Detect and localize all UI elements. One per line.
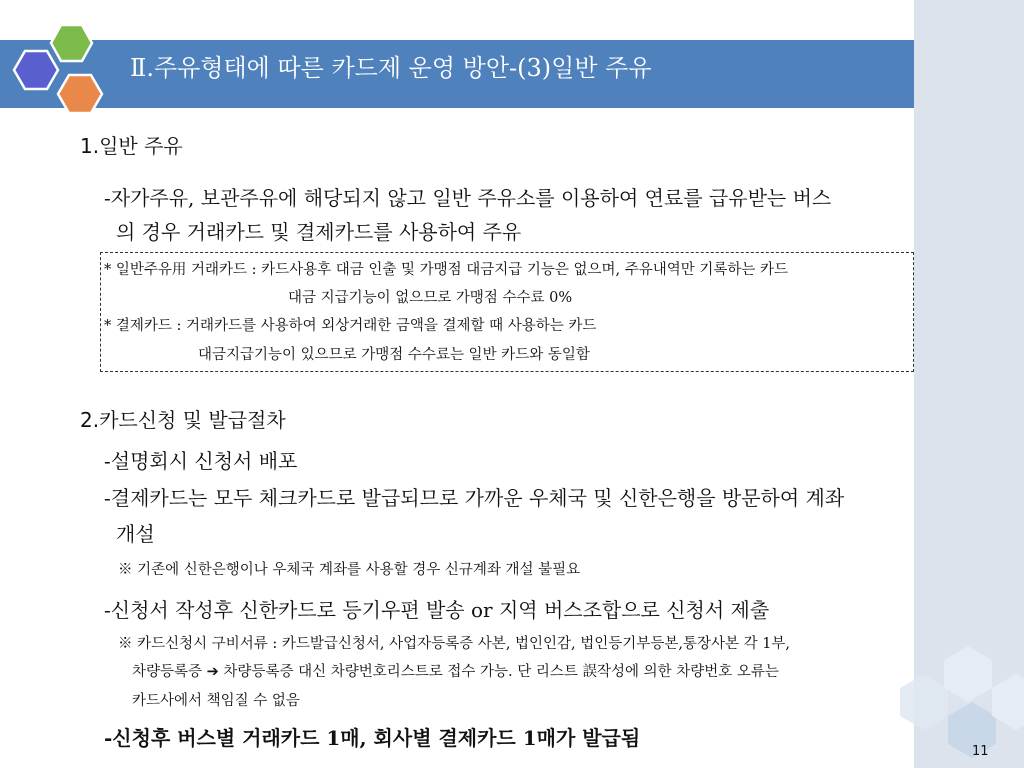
- section1-desc-line2: 의 경우 거래카드 및 결제카드를 사용하여 주유: [116, 220, 522, 244]
- logo-hexagons: [8, 20, 118, 124]
- note2-sub: 대금지급기능이 있으므로 가맹점 수수료는 일반 카드와 동일함: [198, 347, 590, 363]
- arrow-right-icon: ➔: [206, 664, 219, 680]
- note-doc-a: 차량등록증: [132, 664, 203, 680]
- note1: * 일반주유用 거래카드 : 카드사용후 대금 인출 및 가맹점 대금지급 기능은 없으며, 주유내역만 기록하는 카드: [104, 262, 789, 278]
- note1-sub: 대금 지급기능이 없으므로 가맹점 수수료 0%: [288, 290, 573, 306]
- section2-item2-line1: -결제카드는 모두 체크카드로 발급되므로 가까운 우체국 및 신한은행을 방문하여 계좌: [104, 486, 845, 510]
- slide-title: Ⅱ.주유형태에 따른 카드제 운영 방안-(3)일반 주유: [130, 54, 652, 82]
- section2-item3-note-line3: 카드사에서 책임질 수 없음: [132, 693, 300, 709]
- section1-heading: [80, 130, 183, 159]
- decorative-hexagons: [860, 620, 1024, 768]
- section1-number: 1.: [80, 134, 100, 158]
- section2-item3-note-line2: [132, 660, 779, 681]
- section2-number: 2.: [80, 408, 100, 432]
- section2-item1: -설명회시 신청서 배포: [104, 449, 298, 473]
- section2-item3: -신청서 작성후 신한카드로 등기우편 발송 or 지역 버스조합으로 신청서 제출: [104, 598, 770, 622]
- section2-item3-note-line1: ※ 카드신청시 구비서류 : 카드발급신청서, 사업자등록증 사본, 법인인감, 법인등기부등본,통장사본 각 1부,: [118, 636, 791, 652]
- section2-heading: [80, 404, 286, 433]
- section2-title: 카드신청 및 발급절차: [99, 408, 286, 432]
- section1-desc-line1: -자가주유, 보관주유에 해당되지 않고 일반 주유소를 이용하여 연료를 급유받는 버스: [104, 186, 832, 210]
- note-doc-b: 차량등록증 대신 차량번호리스트로 접수 가능. 단 리스트 誤작성에 의한 차량번호 오류는: [223, 664, 779, 680]
- section2-item2-line2: 개설: [116, 522, 155, 546]
- note2: * 결제카드 : 거래카드를 사용하여 외상거래한 금액을 결제할 때 사용하는 카드: [104, 318, 597, 334]
- section1-title: 일반 주유: [99, 134, 183, 158]
- section2-item2-note: ※ 기존에 신한은행이나 우체국 계좌를 사용할 경우 신규계좌 개설 불필요: [118, 562, 581, 578]
- section2-item4: -신청후 버스별 거래카드 1매, 회사별 결제카드 1매가 발급됨: [104, 726, 641, 750]
- page-number: 11: [972, 744, 989, 759]
